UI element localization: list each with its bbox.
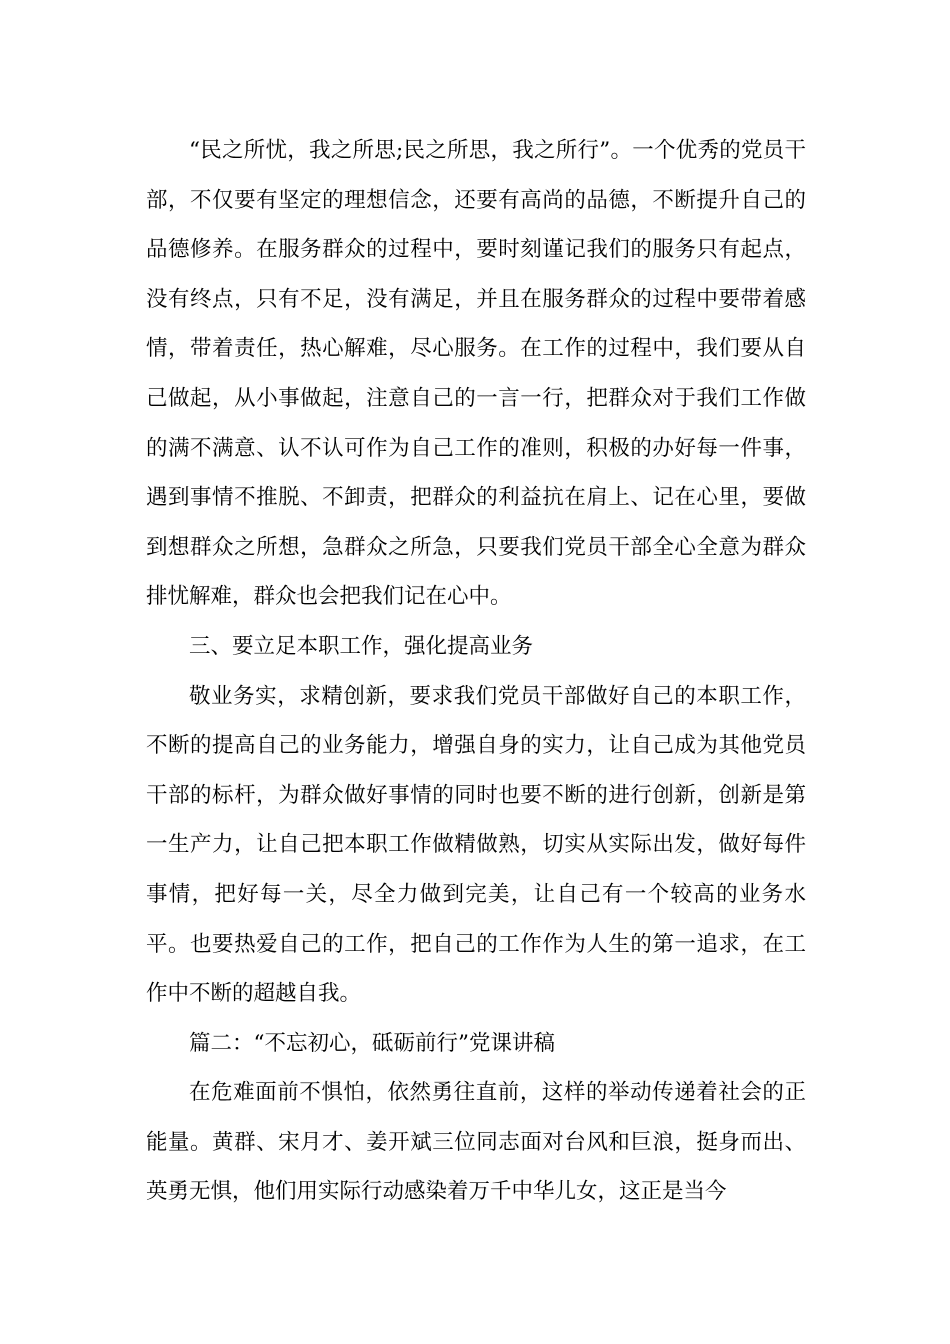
body-paragraph: 在危难面前不惧怕，依然勇往直前，这样的举动传递着社会的正能量。黄群、宋月才、姜开斌三位同志面对台风和巨浪，挺身而出、英勇无惧，他们用实际行动感染着万千中华儿女，这正是当今 — [146, 1080, 806, 1205]
body-paragraph: 敬业务实，求精创新，要求我们党员干部做好自己的本职工作，不断的提高自己的业务能力，增强自身的实力，让自己成为其他党员干部的标杆，为群众做好事情的同时也要不断的进行创新，创新是第一生产力，让自己把本职工作做精做熟，切实从实际出发，做好每件事情，把好每一关，尽全力做到完美，让自己有一个较高的业务水平。也要热爱自己的工作，把自己的工作作为人生的第一追求，在工作中不断的超越自我。 — [146, 683, 806, 1007]
section-heading: 三、要立足本职工作，强化提高业务 — [189, 633, 534, 659]
article-heading: 篇二：“不忘初心，砥砺前行”党课讲稿 — [189, 1030, 555, 1056]
document-page — [146, 126, 806, 1217]
body-paragraph: “民之所忧，我之所思;民之所思，我之所行”。一个优秀的党员干部，不仅要有坚定的理想信念，还要有高尚的品德，不断提升自己的品德修养。在服务群众的过程中，要时刻谨记我们的服务只有起点，没有终点，只有不足，没有满足，并且在服务群众的过程中要带着感情，带着责任，热心解难，尽心服务。在工作的过程中，我们要从自己做起，从小事做起，注意自己的一言一行，把群众对于我们工作做的满不满意、认不认可作为自己工作的准则，积极的办好每一件事，遇到事情不推脱、不卸责，把群众的利益抗在肩上、记在心里，要做到想群众之所想，急群众之所急，只要我们党员干部全心全意为群众排忧解难，群众也会把我们记在心中。 — [146, 138, 806, 610]
